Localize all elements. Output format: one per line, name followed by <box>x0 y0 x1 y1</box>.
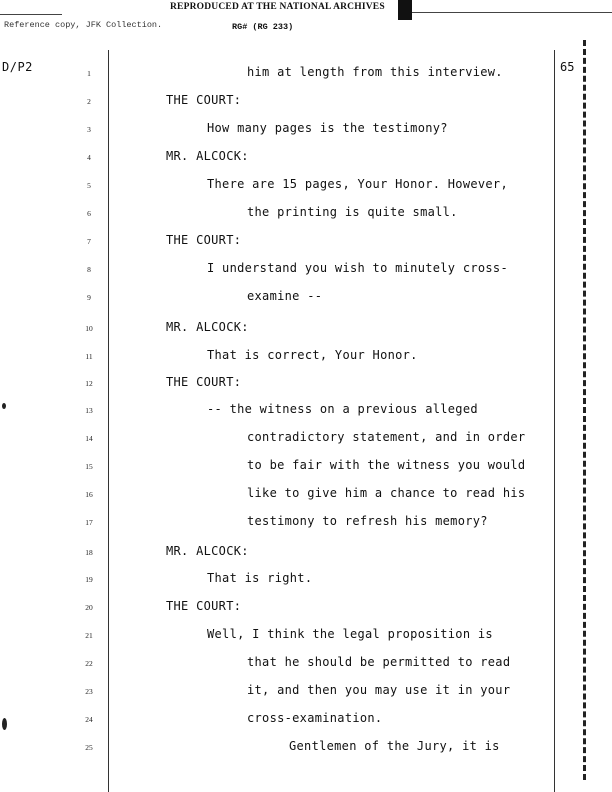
margin-identifier: D/P2 <box>2 60 33 74</box>
line-number: 25 <box>85 743 93 752</box>
line-number: 19 <box>85 575 93 584</box>
transcript-line: MR. ALCOCK: <box>166 544 249 558</box>
line-number: 10 <box>85 324 93 333</box>
line-number: 2 <box>87 97 91 106</box>
line-number: 7 <box>87 237 91 246</box>
line-number: 11 <box>85 352 93 361</box>
line-number: 9 <box>87 293 91 302</box>
line-number: 6 <box>87 209 91 218</box>
line-number: 16 <box>85 490 93 499</box>
transcript-line: THE COURT: <box>166 233 242 247</box>
scan-edge-mark <box>583 40 589 780</box>
header-rule-right <box>412 12 612 13</box>
transcript-line: -- the witness on a previous alleged <box>207 402 478 416</box>
banner-ink-blot <box>398 0 412 20</box>
scan-speck <box>2 403 6 409</box>
transcript-line: THE COURT: <box>166 375 242 389</box>
line-number: 13 <box>85 406 93 415</box>
line-number: 5 <box>87 181 91 190</box>
document-code: RG# (RG 233) <box>232 22 294 32</box>
line-number: 14 <box>85 434 93 443</box>
transcript-line: that he should be permitted to read <box>247 655 511 669</box>
transcript-line: examine -- <box>247 289 323 303</box>
line-number: 12 <box>85 379 93 388</box>
page-number: 65 <box>560 60 575 74</box>
transcript-line: MR. ALCOCK: <box>166 320 249 334</box>
line-number: 15 <box>85 462 93 471</box>
transcript-line: cross-examination. <box>247 711 383 725</box>
transcript-line: the printing is quite small. <box>247 205 458 219</box>
line-number: 3 <box>87 125 91 134</box>
line-number: 23 <box>85 687 93 696</box>
transcript-line: I understand you wish to minutely cross- <box>207 261 508 275</box>
transcript-line: MR. ALCOCK: <box>166 149 249 163</box>
transcript-line: Well, I think the legal proposition is <box>207 627 493 641</box>
header-rule-left <box>0 14 62 15</box>
transcript-line: THE COURT: <box>166 93 242 107</box>
line-number: 24 <box>85 715 93 724</box>
line-number: 18 <box>85 548 93 557</box>
scan-speck <box>2 718 7 730</box>
line-number: 20 <box>85 603 93 612</box>
line-number: 1 <box>87 69 91 78</box>
transcript-line: There are 15 pages, Your Honor. However, <box>207 177 508 191</box>
transcript-line: Gentlemen of the Jury, it is <box>289 739 500 753</box>
line-number: 21 <box>85 631 93 640</box>
line-number: 22 <box>85 659 93 668</box>
line-number: 4 <box>87 153 91 162</box>
transcript-line: contradictory statement, and in order <box>247 430 526 444</box>
line-number: 17 <box>85 518 93 527</box>
transcript-line: That is correct, Your Honor. <box>207 348 418 362</box>
transcript-line: it, and then you may use it in your <box>247 683 511 697</box>
transcript-line: That is right. <box>207 571 313 585</box>
transcript-line: to be fair with the witness you would <box>247 458 526 472</box>
transcript-line: like to give him a chance to read his <box>247 486 526 500</box>
transcript-line: testimony to refresh his memory? <box>247 514 488 528</box>
transcript-line: THE COURT: <box>166 599 242 613</box>
transcript-line: How many pages is the testimony? <box>207 121 448 135</box>
line-number: 8 <box>87 265 91 274</box>
transcript-line: him at length from this interview. <box>247 65 503 79</box>
archives-banner: REPRODUCED AT THE NATIONAL ARCHIVES <box>170 2 385 12</box>
reference-line: Reference copy, JFK Collection. <box>4 20 163 30</box>
